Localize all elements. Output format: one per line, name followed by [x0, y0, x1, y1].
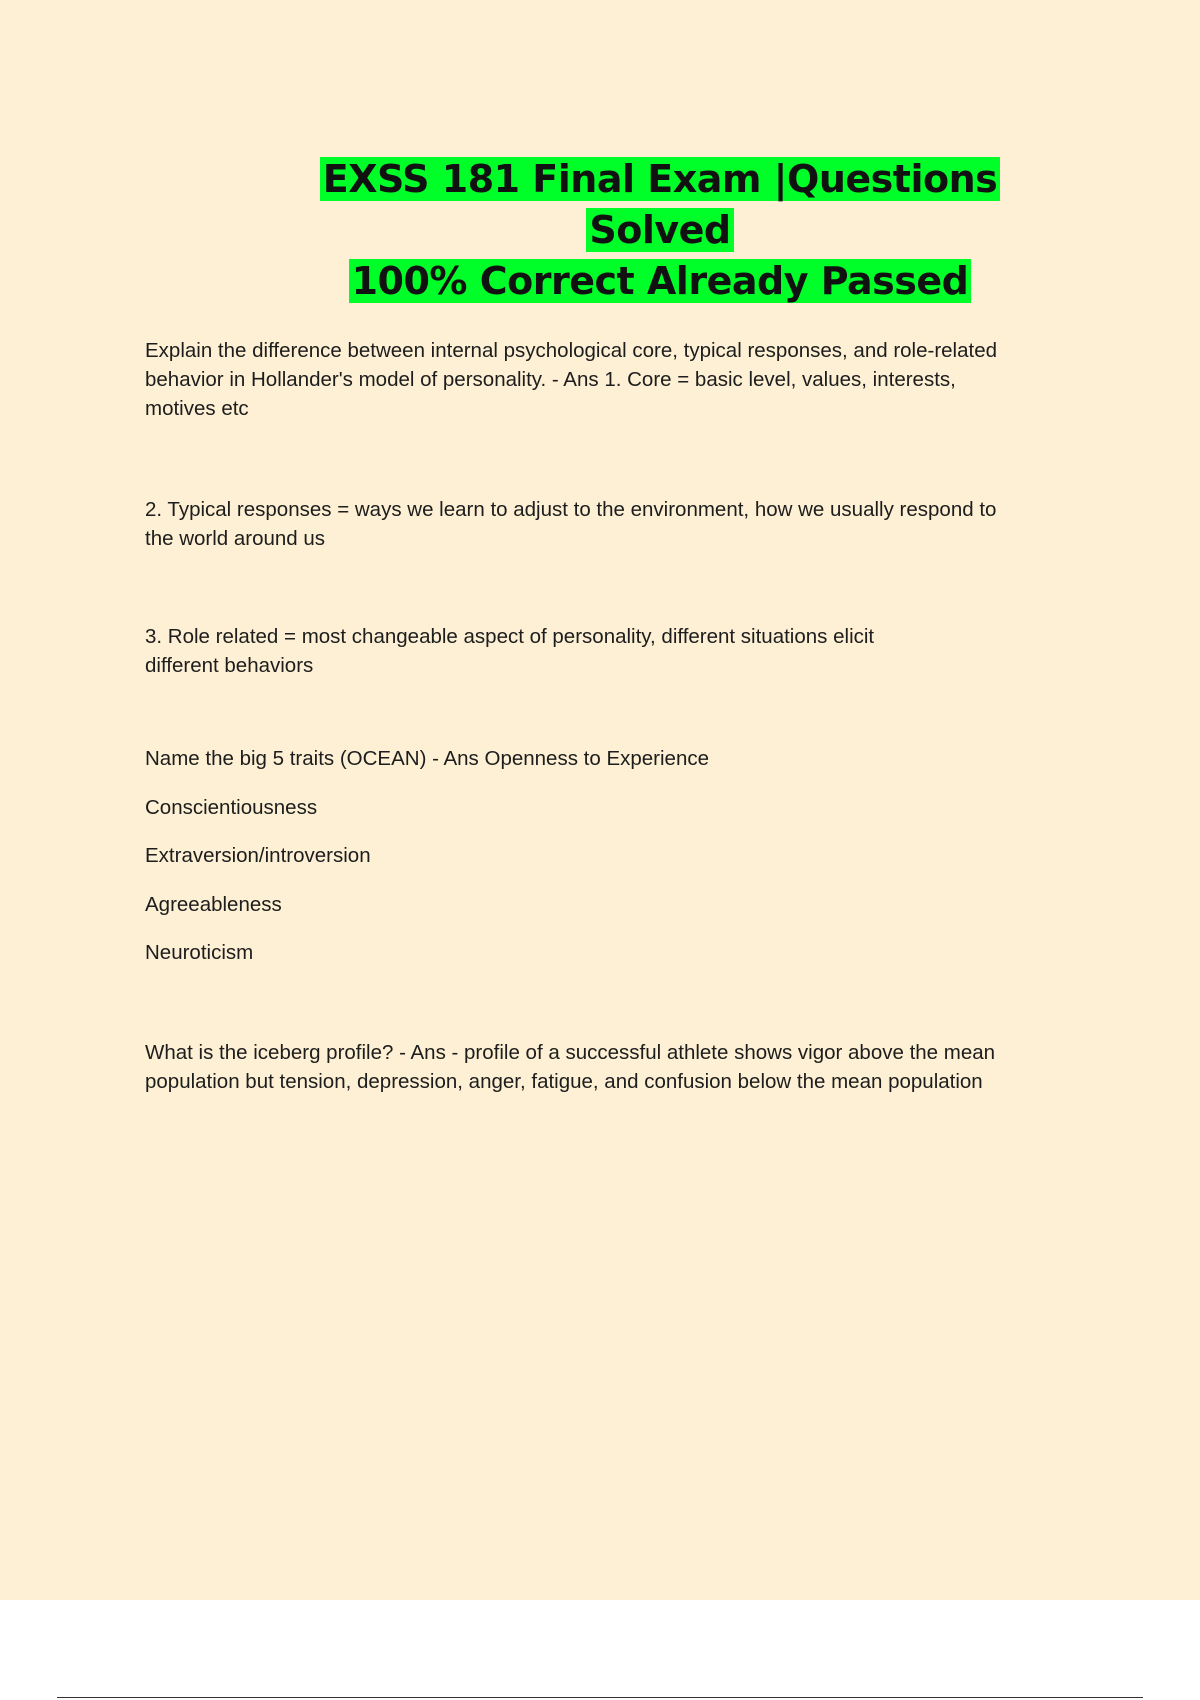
- text-line: the world around us: [145, 527, 326, 550]
- footer-divider: [57, 1697, 1143, 1698]
- trait-question: Name the big 5 traits (OCEAN) - Ans Openness to Experience: [145, 747, 710, 770]
- text-line: 3. Role related = most changeable aspect of personality, different situations elicit: [145, 625, 875, 648]
- question-iceberg-profile: [145, 1038, 1085, 1096]
- answer-role-related: [145, 622, 1085, 680]
- document-title: [250, 154, 1070, 307]
- trait-item: Agreeableness: [145, 893, 282, 916]
- text-line: behavior in Hollander's model of personality. - Ans 1. Core = basic level, values, interests,: [145, 368, 956, 391]
- trait-item: Conscientiousness: [145, 796, 318, 819]
- trait-item: Neuroticism: [145, 941, 254, 964]
- text-line: 2. Typical responses = ways we learn to adjust to the environment, how we usually respond to: [145, 498, 997, 521]
- text-line: What is the iceberg profile? - Ans - profile of a successful athlete shows vigor above the mean: [145, 1041, 996, 1064]
- title-line-1: EXSS 181 Final Exam |Questions Solved: [320, 157, 1001, 252]
- text-line: Explain the difference between internal psychological core, typical responses, and role-related: [145, 339, 998, 362]
- text-line: different behaviors: [145, 654, 314, 677]
- text-line: population but tension, depression, anger, fatigue, and confusion below the mean population: [145, 1070, 983, 1093]
- title-line-2: 100% Correct Already Passed: [349, 259, 972, 303]
- trait-item: Extraversion/introversion: [145, 844, 371, 867]
- question-hollander: [145, 336, 1085, 423]
- text-line: motives etc: [145, 397, 249, 420]
- answer-typical-responses: [145, 495, 1085, 553]
